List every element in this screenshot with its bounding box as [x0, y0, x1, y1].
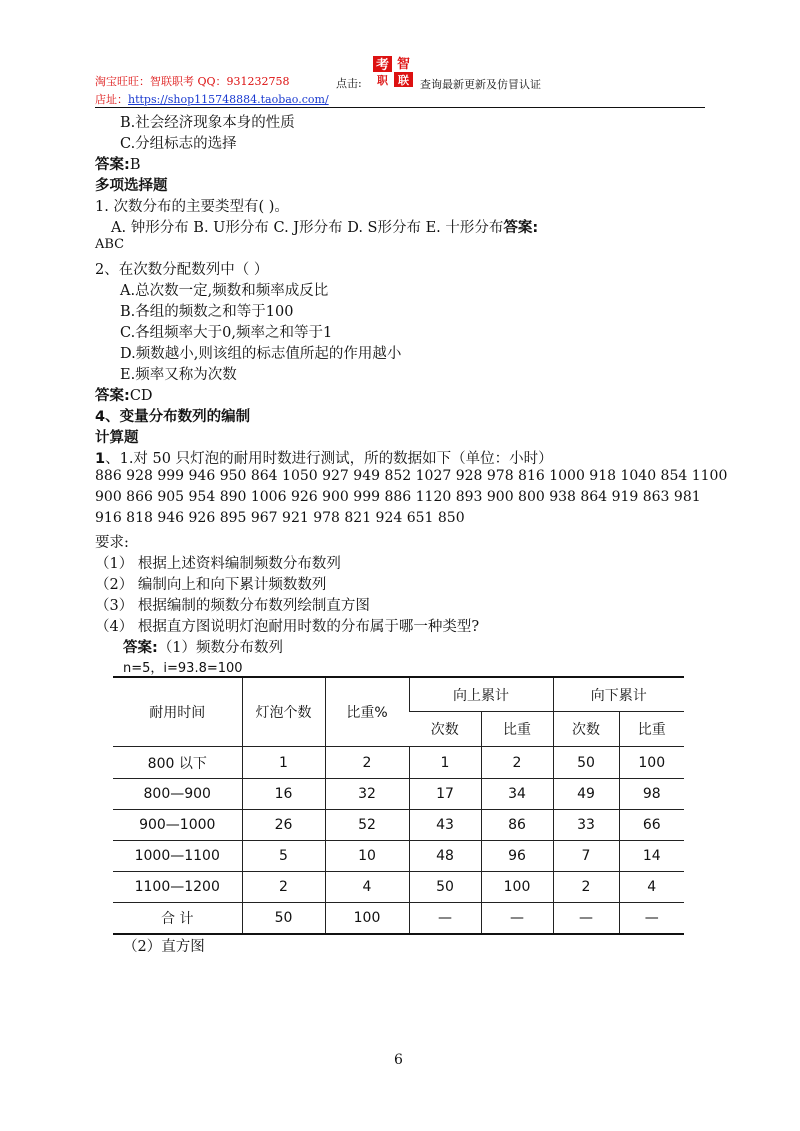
logo-char-2: 智	[396, 57, 411, 72]
cell: 49	[553, 779, 619, 810]
cell: 4	[619, 872, 684, 903]
table-row	[113, 810, 684, 841]
cell: 1	[242, 747, 325, 779]
problem-1	[95, 447, 553, 468]
header-rule	[95, 107, 705, 108]
problem-1-number: 1	[95, 451, 106, 467]
cell: 5	[242, 841, 325, 872]
logo-char-1: 考	[375, 58, 390, 73]
click-label: 点击:	[336, 77, 362, 90]
cell: 32	[325, 779, 409, 810]
q2-option-c: C.各组频率大于0,频率之和等于1	[120, 325, 333, 341]
answer-3-value: （1）频数分布数列	[157, 640, 284, 656]
cell: 100	[619, 747, 684, 779]
q2-option-d: D.频数越小,则该组的标志值所起的作用越小	[120, 346, 402, 362]
table-row	[113, 872, 684, 903]
header-down-share: 比重	[619, 712, 684, 747]
logo-char-4: 联	[398, 74, 409, 87]
cell: 4	[325, 872, 409, 903]
data-row-2: 900 866 905 954 890 1006 926 900 999 886 1120 893 900 800 938 864 919 863 981	[95, 489, 701, 505]
cell: 1	[409, 747, 481, 779]
answer-3	[123, 636, 283, 657]
table-row	[113, 841, 684, 872]
requirement-2: （2） 编制向上和向下累计频数数列	[95, 577, 327, 593]
cell: —	[553, 903, 619, 934]
question-1-answer: ABC	[95, 237, 125, 252]
header-count: 灯泡个数	[242, 677, 325, 747]
cell: 50	[553, 747, 619, 779]
histogram-label: （2）直方图	[123, 939, 205, 955]
cell: 34	[481, 779, 553, 810]
option-c: C.分组标志的选择	[120, 136, 237, 152]
cell: 16	[242, 779, 325, 810]
cell: 17	[409, 779, 481, 810]
header-down-count: 次数	[553, 712, 619, 747]
answer-1	[95, 153, 140, 174]
header-share: 比重%	[325, 677, 409, 747]
question-2: 2、在次数分配数列中（ ）	[95, 262, 269, 278]
section-4-heading: 4、变量分布数列的编制	[95, 409, 251, 425]
answer-3-label: 答案:	[123, 640, 158, 656]
requirement-4: （4） 根据直方图说明灯泡耐用时数的分布属于哪一种类型?	[95, 619, 480, 635]
table-total-row	[113, 903, 684, 934]
header-up-share: 比重	[481, 712, 553, 747]
answer-2	[95, 384, 153, 405]
header-down-cumulative: 向下累计	[553, 677, 684, 712]
q1-options-text: A. 钟形分布 B. U形分布 C. J形分布 D. S形分布 E. 十形分布	[111, 220, 504, 236]
header-address-line	[95, 91, 329, 107]
data-row-3: 916 818 946 926 895 967 921 978 821 924 651 850	[95, 510, 465, 526]
requirement-1: （1） 根据上述资料编制频数分布数列	[95, 556, 341, 572]
header-up-count: 次数	[409, 712, 481, 747]
requirements-label: 要求:	[95, 535, 129, 551]
cell: 48	[409, 841, 481, 872]
address-label: 店址：	[95, 93, 128, 106]
cell: 50	[409, 872, 481, 903]
table-row	[113, 779, 684, 810]
cell: 14	[619, 841, 684, 872]
cell: 50	[242, 903, 325, 934]
cell: 1100—1200	[113, 872, 242, 903]
multi-choice-heading: 多项选择题	[95, 178, 168, 194]
cell: 86	[481, 810, 553, 841]
page-number: 6	[394, 1052, 403, 1068]
cell: 96	[481, 841, 553, 872]
q2-option-b: B.各组的频数之和等于100	[120, 304, 294, 320]
cell: 900—1000	[113, 810, 242, 841]
cell: 52	[325, 810, 409, 841]
table-header-row-1	[113, 677, 684, 712]
shop-prefix: 淘宝旺旺：智联职考 QQ：	[95, 75, 227, 88]
answer-2-label: 答案:	[95, 388, 130, 404]
answer-value: B	[129, 157, 141, 173]
cell: 7	[553, 841, 619, 872]
cell: 43	[409, 810, 481, 841]
header-time: 耐用时间	[113, 677, 242, 747]
cell: 66	[619, 810, 684, 841]
header-shop-line	[95, 74, 290, 90]
cell: 800 以下	[113, 747, 242, 779]
q2-option-e: E.频率又称为次数	[120, 367, 237, 383]
question-1-options	[111, 216, 538, 237]
data-row-1: 886 928 999 946 950 864 1050 927 949 852 1027 928 978 816 1000 918 1040 854 1100	[95, 468, 728, 484]
cell: 26	[242, 810, 325, 841]
q1-answer-label: 答案:	[503, 220, 539, 236]
cell: 98	[619, 779, 684, 810]
q2-option-a: A.总次数一定,频数和频率成反比	[120, 283, 329, 299]
option-b: B.社会经济现象本身的性质	[120, 115, 295, 131]
cell: 合 计	[113, 903, 242, 934]
table-row	[113, 747, 684, 779]
calc-heading: 计算题	[95, 430, 139, 446]
cell: 2	[242, 872, 325, 903]
cell: 33	[553, 810, 619, 841]
qq-number: 931232758	[226, 75, 290, 88]
logo-char-3: 职	[377, 74, 388, 87]
cell: —	[481, 903, 553, 934]
zhilian-logo[interactable]	[370, 53, 416, 89]
answer-label: 答案:	[95, 157, 130, 173]
cell: 1000—1100	[113, 841, 242, 872]
cell: —	[619, 903, 684, 934]
header-up-cumulative: 向上累计	[409, 677, 553, 712]
cell: 100	[325, 903, 409, 934]
shop-url-link[interactable]: https://shop115748884.taobao.com/	[128, 93, 329, 106]
cell: 2	[553, 872, 619, 903]
n-i-line: n=5，i=93.8=100	[123, 661, 243, 676]
cell: 800—900	[113, 779, 242, 810]
frequency-table	[113, 676, 684, 935]
cell: 2	[325, 747, 409, 779]
answer-2-value: CD	[129, 388, 153, 404]
cell: 100	[481, 872, 553, 903]
cell: 10	[325, 841, 409, 872]
requirement-3: （3） 根据编制的频数分布数列绘制直方图	[95, 598, 370, 614]
query-link[interactable]: 查询最新更新及仿冒认证	[420, 78, 541, 91]
cell: 2	[481, 747, 553, 779]
problem-1-text: 、1.对 50 只灯泡的耐用时数进行测试，所的数据如下（单位：小时）	[105, 451, 553, 467]
question-1: 1. 次数分布的主要类型有( )。	[95, 199, 289, 215]
cell: —	[409, 903, 481, 934]
